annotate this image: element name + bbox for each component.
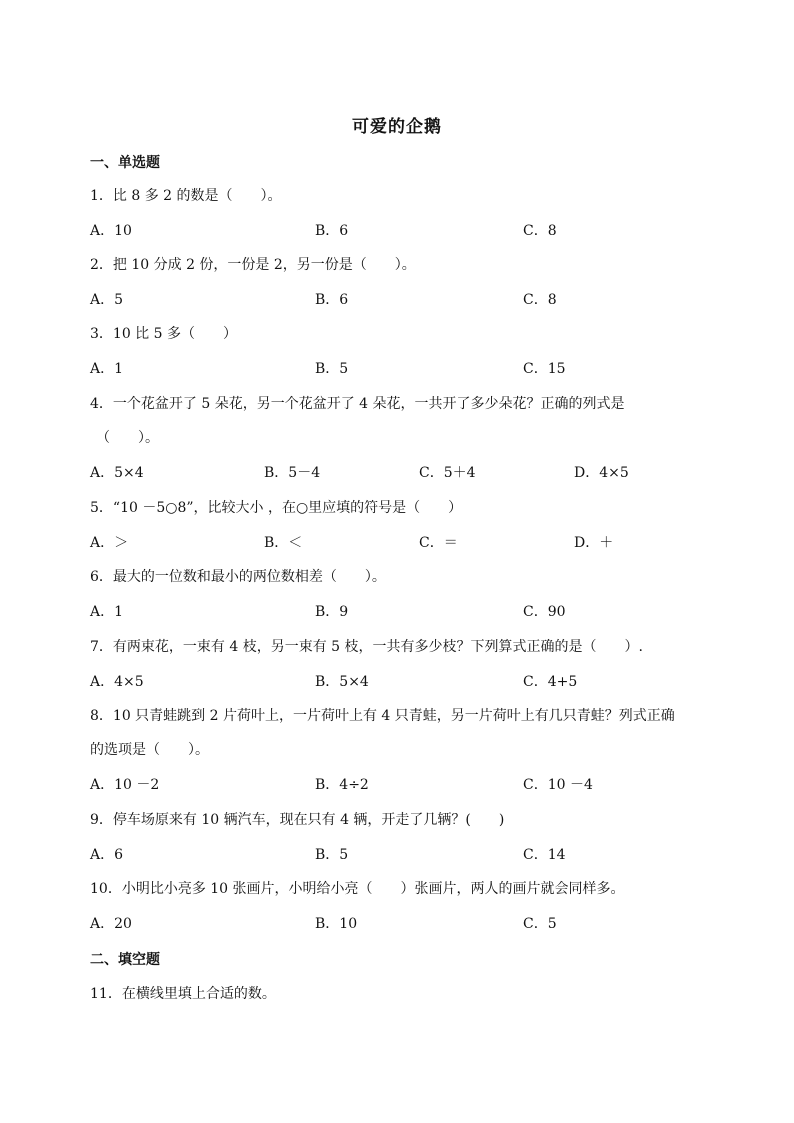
option-a[interactable]: A．10	[90, 223, 132, 239]
option-c[interactable]: C．10 －4	[523, 777, 593, 793]
option-a[interactable]: A．10 －2	[90, 777, 160, 793]
question-2-options	[90, 290, 730, 310]
question-4-continued: （ ）。	[96, 430, 159, 446]
option-b[interactable]: B．5	[315, 361, 349, 377]
option-b[interactable]: B．10	[315, 916, 358, 932]
option-b[interactable]: B．4÷2	[315, 777, 369, 793]
option-c[interactable]: C．8	[523, 292, 557, 308]
option-d[interactable]: D．4×5	[574, 465, 629, 481]
page-title: 可爱的企鹅	[352, 117, 442, 137]
option-b[interactable]: B．5－4	[264, 465, 321, 481]
question-7: 7．有两束花，一束有 4 枝，另一束有 5 枝，一共有多少枝？下列算式正确的是（ ）.	[90, 639, 643, 655]
option-b[interactable]: B．9	[315, 604, 349, 620]
option-a[interactable]: A．1	[90, 361, 124, 377]
option-b[interactable]: B．5	[315, 847, 349, 863]
option-a[interactable]: A．5×4	[90, 465, 144, 481]
option-c[interactable]: C．5＋4	[419, 465, 476, 481]
question-8-continued: 的选项是（ ）。	[90, 742, 209, 758]
option-c[interactable]: C．15	[523, 361, 566, 377]
question-1: 1．比 8 多 2 的数是（ ）。	[90, 188, 282, 204]
section-heading-single-choice: 一、单选题	[90, 155, 160, 171]
option-b[interactable]: B．5×4	[315, 674, 369, 690]
option-a[interactable]: A．6	[90, 847, 124, 863]
option-c[interactable]: C．8	[523, 223, 557, 239]
question-1-options	[90, 221, 730, 241]
question-10: 10．小明比小亮多 10 张画片，小明给小亮（ ）张画片，两人的画片就会同样多。	[90, 881, 625, 897]
section-heading-fill-blank: 二、填空题	[90, 952, 160, 968]
question-11: 11．在横线里填上合适的数。	[90, 986, 276, 1002]
option-a[interactable]: A．20	[90, 916, 132, 932]
option-d[interactable]: D．＋	[574, 535, 614, 551]
option-c[interactable]: C．90	[523, 604, 566, 620]
question-8: 8．10 只青蛙跳到 2 片荷叶上，一片荷叶上有 4 只青蛙，另一片荷叶上有几只青蛙？列式正确	[90, 708, 675, 724]
option-a[interactable]: A．＞	[90, 535, 129, 551]
question-2: 2．把 10 分成 2 份，一份是 2，另一份是（ ）。	[90, 257, 416, 273]
question-3-options	[90, 359, 730, 379]
question-10-options	[90, 914, 730, 934]
question-8-options	[90, 775, 730, 795]
option-a[interactable]: A．4×5	[90, 674, 144, 690]
option-a[interactable]: A．1	[90, 604, 124, 620]
option-c[interactable]: C．＝	[419, 535, 458, 551]
option-c[interactable]: C．4+5	[523, 674, 578, 690]
question-5: 5．“10 －5○8”，比较大小 ，在○里应填的符号是（ ）	[90, 500, 463, 516]
question-9-options	[90, 845, 730, 865]
option-b[interactable]: B．6	[315, 223, 349, 239]
option-c[interactable]: C．5	[523, 916, 557, 932]
question-9: 9．停车场原来有 10 辆汽车，现在只有 4 辆，开走了几辆？( )	[90, 812, 505, 828]
option-b[interactable]: B．6	[315, 292, 349, 308]
option-a[interactable]: A．5	[90, 292, 124, 308]
option-c[interactable]: C．14	[523, 847, 566, 863]
question-5-options	[90, 533, 730, 553]
question-4-options	[90, 463, 730, 483]
question-3: 3．10 比 5 多（ ）	[90, 326, 237, 342]
question-6: 6．最大的一位数和最小的两位数相差（ ）。	[90, 569, 386, 585]
option-b[interactable]: B．＜	[264, 535, 303, 551]
question-4: 4．一个花盆开了 5 朵花，另一个花盆开了 4 朵花，一共开了多少朵花？正确的列式是	[90, 396, 625, 412]
question-7-options	[90, 672, 730, 692]
question-6-options	[90, 602, 730, 622]
